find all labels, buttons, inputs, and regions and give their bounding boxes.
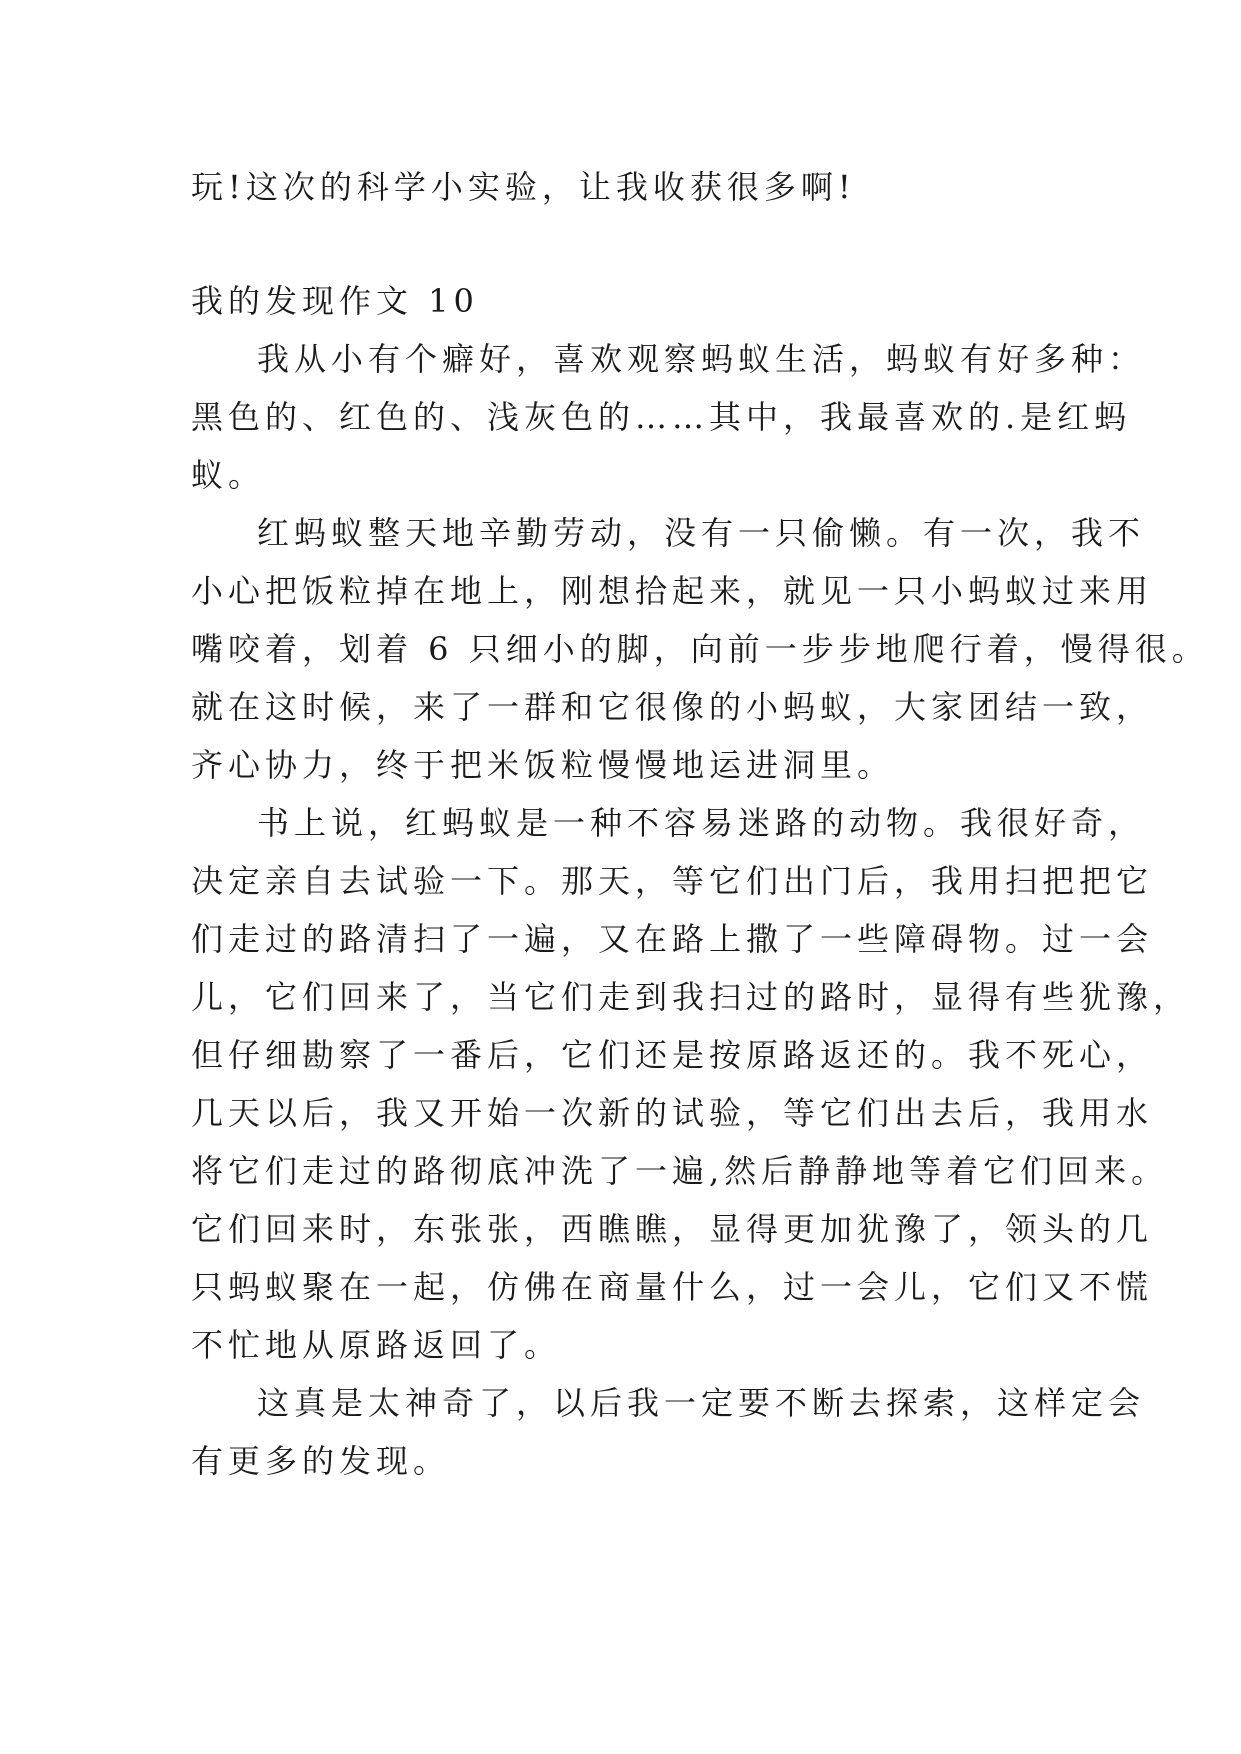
- paragraph-3: [191, 794, 1191, 1374]
- text-line: 只蚂蚁聚在一起，仿佛在商量什么，过一会儿，它们又不慌: [191, 1268, 1154, 1306]
- text-line: 将它们走过的路彻底冲洗了一遍,然后静静地等着它们回来。: [191, 1152, 1169, 1190]
- text-line: 们走过的路清扫了一遍，又在路上撒了一些障碍物。过一会: [191, 920, 1154, 958]
- paragraph-1: [191, 330, 1146, 504]
- text-line: 它们回来时，东张张，西瞧瞧，显得更加犹豫了，领头的几: [191, 1210, 1154, 1248]
- essay-title: 我的发现作文 10: [191, 282, 479, 320]
- text-line: 黑色的、红色的、浅灰色的……其中，我最喜欢的.是红蚂: [191, 398, 1132, 436]
- text-line: 这真是太神奇了，以后我一定要不断去探索，这样定会: [257, 1384, 1146, 1422]
- document-body: [191, 158, 1209, 1490]
- text-line: 小心把饭粒掉在地上，刚想拾起来，就见一只小蚂蚁过来用: [191, 572, 1154, 610]
- text-line: 红蚂蚁整天地辛勤劳动，没有一只偷懒。有一次，我不: [257, 514, 1146, 552]
- text-line: 但仔细勘察了一番后，它们还是按原路返还的。我不死心，: [191, 1036, 1154, 1074]
- text-line: 就在这时候，来了一群和它很像的小蚂蚁，大家团结一致，: [191, 688, 1154, 726]
- text-line: 嘴咬着，划着 6 只细小的脚，向前一步步地爬行着，慢得很。: [191, 630, 1209, 668]
- text-line: 玩!这次的科学小实验，让我收获很多啊!: [191, 168, 856, 206]
- paragraph-4: [191, 1374, 1146, 1490]
- text-line: 几天以后，我又开始一次新的试验，等它们出去后，我用水: [191, 1094, 1154, 1132]
- text-line: 我从小有个癖好，喜欢观察蚂蚁生活，蚂蚁有好多种：: [257, 340, 1146, 378]
- text-line: 儿，它们回来了，当它们走到我扫过的路时，显得有些犹豫，: [191, 978, 1191, 1016]
- text-line: 决定亲自去试验一下。那天，等它们出门后，我用扫把把它: [191, 862, 1154, 900]
- text-line: 有更多的发现。: [191, 1442, 451, 1480]
- paragraph-2: [191, 504, 1209, 794]
- previous-essay-ending: [191, 158, 1051, 216]
- text-line: 不忙地从原路返回了。: [191, 1326, 562, 1364]
- text-line: 书上说，红蚂蚁是一种不容易迷路的动物。我很好奇，: [257, 804, 1146, 842]
- text-line: 蚁。: [191, 456, 266, 494]
- text-line: 齐心协力，终于把米饭粒慢慢地运进洞里。: [191, 746, 895, 784]
